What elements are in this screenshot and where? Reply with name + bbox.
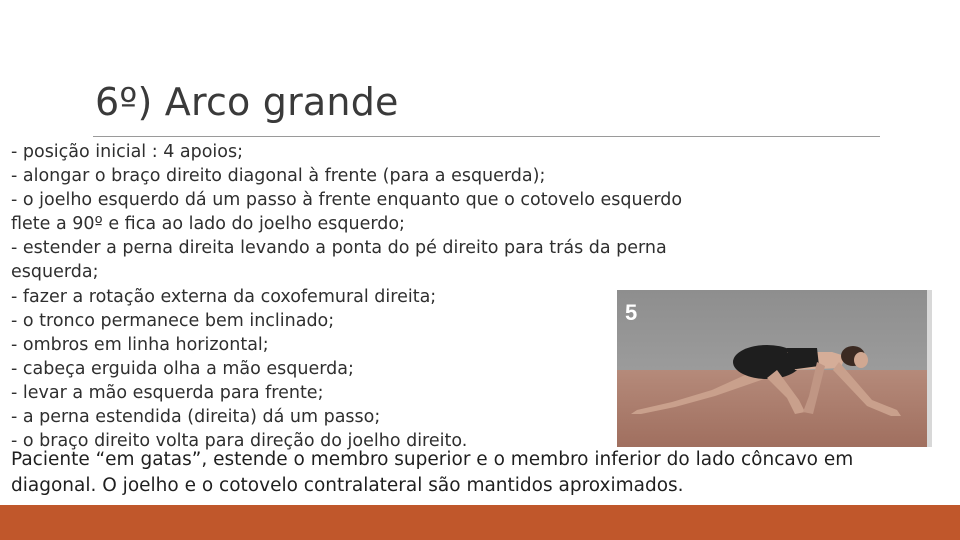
step-line: - o joelho esquerdo dá um passo à frente enquanto que o cotovelo esquerdo xyxy=(11,190,683,211)
photo-label: 5 xyxy=(625,300,638,325)
step-line: - levar a mão esquerda para frente; xyxy=(11,382,324,403)
step-line: - o braço direito volta para direção do joelho direito. xyxy=(11,431,468,452)
step-line: flete a 90º e fica ao lado do joelho esquerdo; xyxy=(11,214,405,235)
footer-accent-bar xyxy=(0,505,960,540)
summary-line-1: Paciente “em gatas”, estende o membro superior e o membro inferior do lado côncavo em xyxy=(11,449,854,470)
step-line: - o tronco permanece bem inclinado; xyxy=(11,310,335,331)
exercise-photo xyxy=(617,290,932,447)
step-line: - a perna estendida (direita) dá um passo; xyxy=(11,407,381,428)
step-line: esquerda; xyxy=(11,262,99,283)
step-line: - fazer a rotação externa da coxofemural direita; xyxy=(11,286,437,307)
summary-line-2: diagonal. O joelho e o cotovelo contralateral são mantidos aproximados. xyxy=(11,475,684,496)
step-line: - estender a perna direita levando a ponta do pé direito para trás da perna xyxy=(11,238,667,259)
step-line: - cabeça erguida olha a mão esquerda; xyxy=(11,358,354,379)
step-line: - ombros em linha horizontal; xyxy=(11,334,269,355)
step-line: - posição inicial : 4 apoios; xyxy=(11,142,244,162)
title-divider xyxy=(93,136,880,137)
summary-paragraph xyxy=(11,447,911,499)
step-line: - alongar o braço direito diagonal à frente (para a esquerda); xyxy=(11,166,546,187)
exercise-photo-illustration xyxy=(617,290,932,447)
photo-edge xyxy=(927,290,932,447)
slide-title: 6º) Arco grande xyxy=(95,80,399,124)
